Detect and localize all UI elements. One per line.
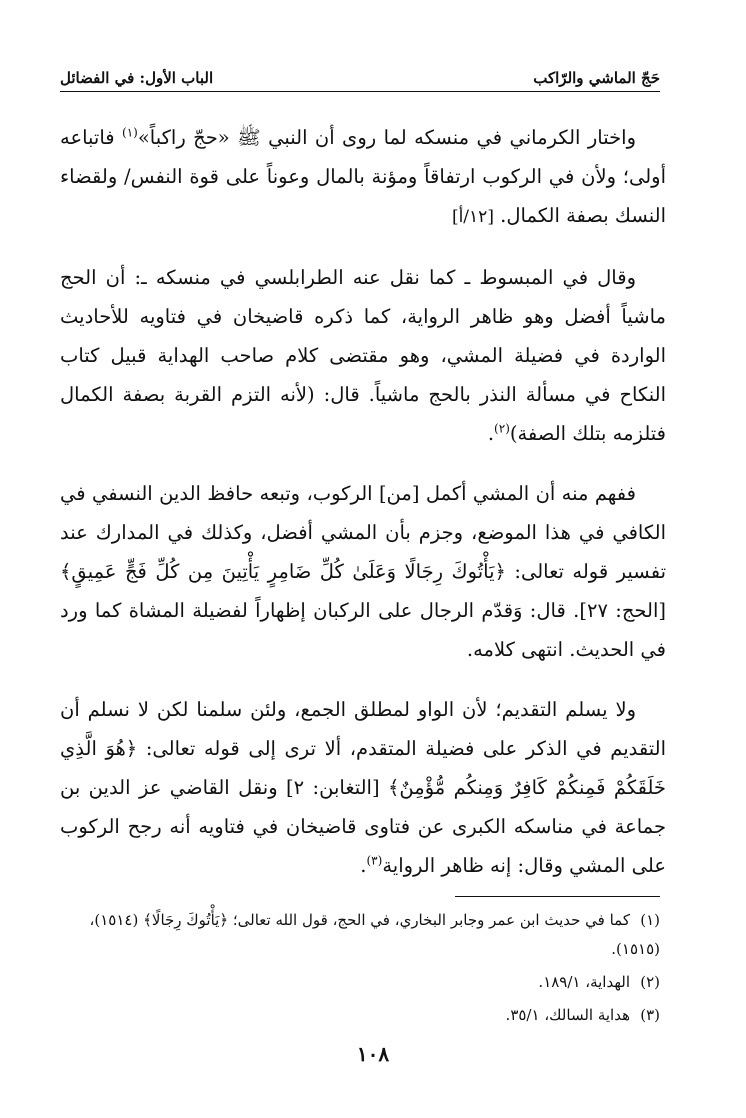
footnote-1 — [60, 906, 660, 964]
paragraph-text: . — [360, 854, 367, 877]
footnote-ref: (٢) — [494, 421, 510, 436]
footnote-ref: (١) — [122, 125, 138, 140]
paragraph-3 — [60, 474, 666, 669]
footnote-text: الهداية، ١٨٩/١. — [538, 973, 630, 991]
footnote-3 — [60, 1001, 660, 1030]
footnote-number: (٣) — [640, 1006, 660, 1024]
main-text — [60, 118, 666, 906]
header-chapter-title: الباب الأول: في الفضائل — [60, 69, 214, 87]
paragraph-4 — [60, 690, 666, 885]
footnote-ref: (٣) — [366, 853, 383, 868]
footnote-divider — [455, 896, 660, 897]
paragraph-1 — [60, 118, 666, 237]
footnote-number: (٢) — [640, 973, 660, 991]
footnote-text: هداية السالك، ٣٥/١. — [505, 1006, 630, 1024]
paragraph-text: واختار الكرماني في منسكه لما روى أن النبي ﷺ «حجّ راكباً» — [137, 126, 636, 149]
page-number: ١٠٨ — [356, 1042, 390, 1066]
paragraph-text: ولا يسلم التقديم؛ لأن الواو لمطلق الجمع، ولئن سلمنا لكن لا نسلم أن التقديم في الذكر على فضيلة المتقدم، ألا ترى إلى قوله تعالى: ﴿هُوَ الَّذِي خَلَقَكُمْ فَمِنكُمْ كَافِرٌ وَمِنكُم مُّؤْمِنٌ﴾ [التغابن: ٢] ونقل القاضي عز الدين بن جماعة في مناسكه الكبرى عن فتاوى قاضيخان في فتاويه أنه رجح الركوب على المشي وقال: إنه ظاهر الرواية — [60, 698, 666, 877]
paragraph-text: . — [487, 422, 495, 445]
footnote-2 — [60, 968, 660, 997]
paragraph-2 — [60, 258, 666, 453]
footnote-text: كما في حديث ابن عمر وجابر البخاري، في الحج، قول الله تعالى؛ ﴿يَأْتُوكَ رِجَالًا﴾ (١٥١٤)، (١٥١٥). — [89, 911, 660, 958]
footnote-number: (١) — [640, 911, 660, 929]
footnotes — [60, 906, 660, 1034]
manuscript-folio-marker: [١٢/أ] — [451, 207, 494, 227]
paragraph-text: وقال في المبسوط ـ كما نقل عنه الطرابلسي في منسكه ـ: أن الحج ماشياً أفضل وهو ظاهر الرواية، كما ذكره قاضيخان في فتاويه للأحاديث الواردة في فضيلة المشي، وهو مقتضى كلام صاحب الهداية قبيل كتاب النكاح في مسألة النذر بالحج ماشياً. قال: (لأنه التزم القربة بصفة الكمال فتلزمه بتلك الصفة) — [60, 266, 666, 445]
paragraph-text: ففهم منه أن المشي أكمل [من] الركوب، وتبعه حافظ الدين النسفي في الكافي في هذا الموضع، وجزم بأن المشي أفضل، وكذلك في المدارك عند تفسير قوله تعالى: ﴿يَأْتُوكَ رِجَالًا وَعَلَىٰ كُلِّ ضَامِرٍ يَأْتِينَ مِن كُلِّ فَجٍّ عَمِيقٍ﴾ [الحج: ٢٧]. قال: وَقدّم الرجال على الركبان إظهاراً لفضيلة المشاة كما ورد في الحديث. انتهى كلامه. — [60, 482, 666, 661]
running-header — [60, 58, 660, 92]
header-book-title: حَجّ الماشي والرّاكب — [533, 69, 660, 87]
paragraph-text: فاتباعه أولى؛ ولأن في الركوب ارتفاقاً ومؤنة بالمال وعوناً على قوة النفس/ ولقضاء النسك بصفة الكمال. — [60, 126, 666, 227]
